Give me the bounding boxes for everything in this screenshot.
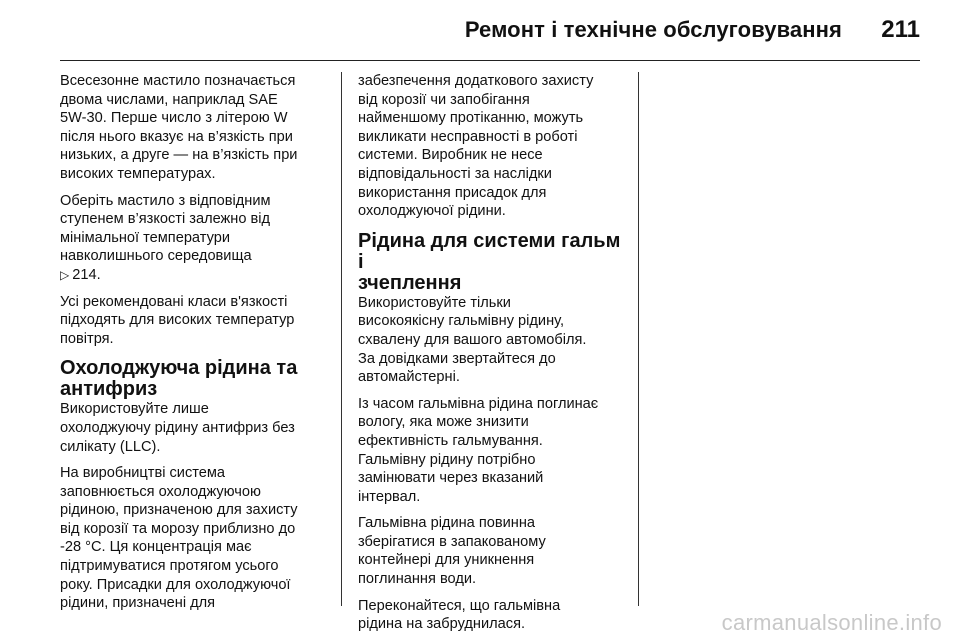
paragraph-brake-fluid-use: Використовуйте тільки високоякісну гальмівну рідину, схвалену для вашого автомобіля. За довідками звертайтеся до автомайстерні. bbox=[358, 294, 587, 386]
header-rule bbox=[60, 60, 920, 61]
heading-brake-fluid: Рідина для системи гальм і зчеплення bbox=[358, 229, 621, 294]
site-watermark: carmanualsonline.info bbox=[721, 610, 942, 635]
paragraph-coolant-factory: На виробництві система заповнюється охолоджуючою рідиною, призначеною для захисту від корозії та морозу приблизно до -28 °C. Ця концентрація має підтримуватися протягом усього року. Присадки для охолоджуючої рідини, призначені для bbox=[60, 465, 298, 612]
column-divider-1 bbox=[341, 72, 342, 606]
paragraph-choose-oil-text: Оберіть мастило з відповідним ступенем в’язкості залежно від мінімальної температури навколишнього середовища bbox=[60, 192, 271, 265]
paragraph-oil-grades: Всесезонне мастило позначається двома числами, наприклад SAE 5W-30. Перше число з літерою W після нього вказує на в’язкість при низьких, а друге — на в’язкість при високих температурах. bbox=[60, 73, 298, 182]
left-column bbox=[60, 72, 330, 621]
heading-coolant: Охолоджуюча рідина та антифриз bbox=[60, 357, 298, 401]
column-divider-2 bbox=[638, 72, 639, 606]
paragraph-choose-oil bbox=[60, 192, 330, 285]
paragraph-coolant-additives: забезпечення додаткового захисту від корозії чи запобігання найменшому протіканню, можуть викликати несправності в роботі системи. Виробник не несе відповідальності за наслідки використання присадок для охолоджуючої рідини. bbox=[358, 73, 594, 220]
page-title: Ремонт і технічне обслуговування bbox=[464, 17, 842, 42]
paragraph-brake-fluid-storage: Гальмівна рідина повинна зберігатися в запакованому контейнері для уникнення поглинання води. bbox=[358, 515, 546, 588]
page-ref-link[interactable]: 214. bbox=[72, 266, 101, 283]
page-ref-arrow-icon: ▷ bbox=[60, 267, 70, 282]
page-header bbox=[0, 0, 960, 62]
middle-column bbox=[358, 72, 628, 642]
paragraph-viscosity-classes: Усі рекомендовані класи в'язкості підходять для високих температур повітря. bbox=[60, 293, 295, 347]
paragraph-coolant-use: Використовуйте лише охолоджуючу рідину антифриз без силікату (LLC). bbox=[60, 401, 295, 455]
paragraph-brake-fluid-moisture: Із часом гальмівна рідина поглинає вологу, яка може знизити ефективність гальмування. Гальмівну рідину потрібно замінювати через вказаний інтервал. bbox=[358, 395, 599, 505]
paragraph-brake-fluid-clean: Переконайтеся, що гальмівна рідина на забруднилася. bbox=[358, 597, 561, 633]
page-number: 211 bbox=[881, 16, 920, 43]
